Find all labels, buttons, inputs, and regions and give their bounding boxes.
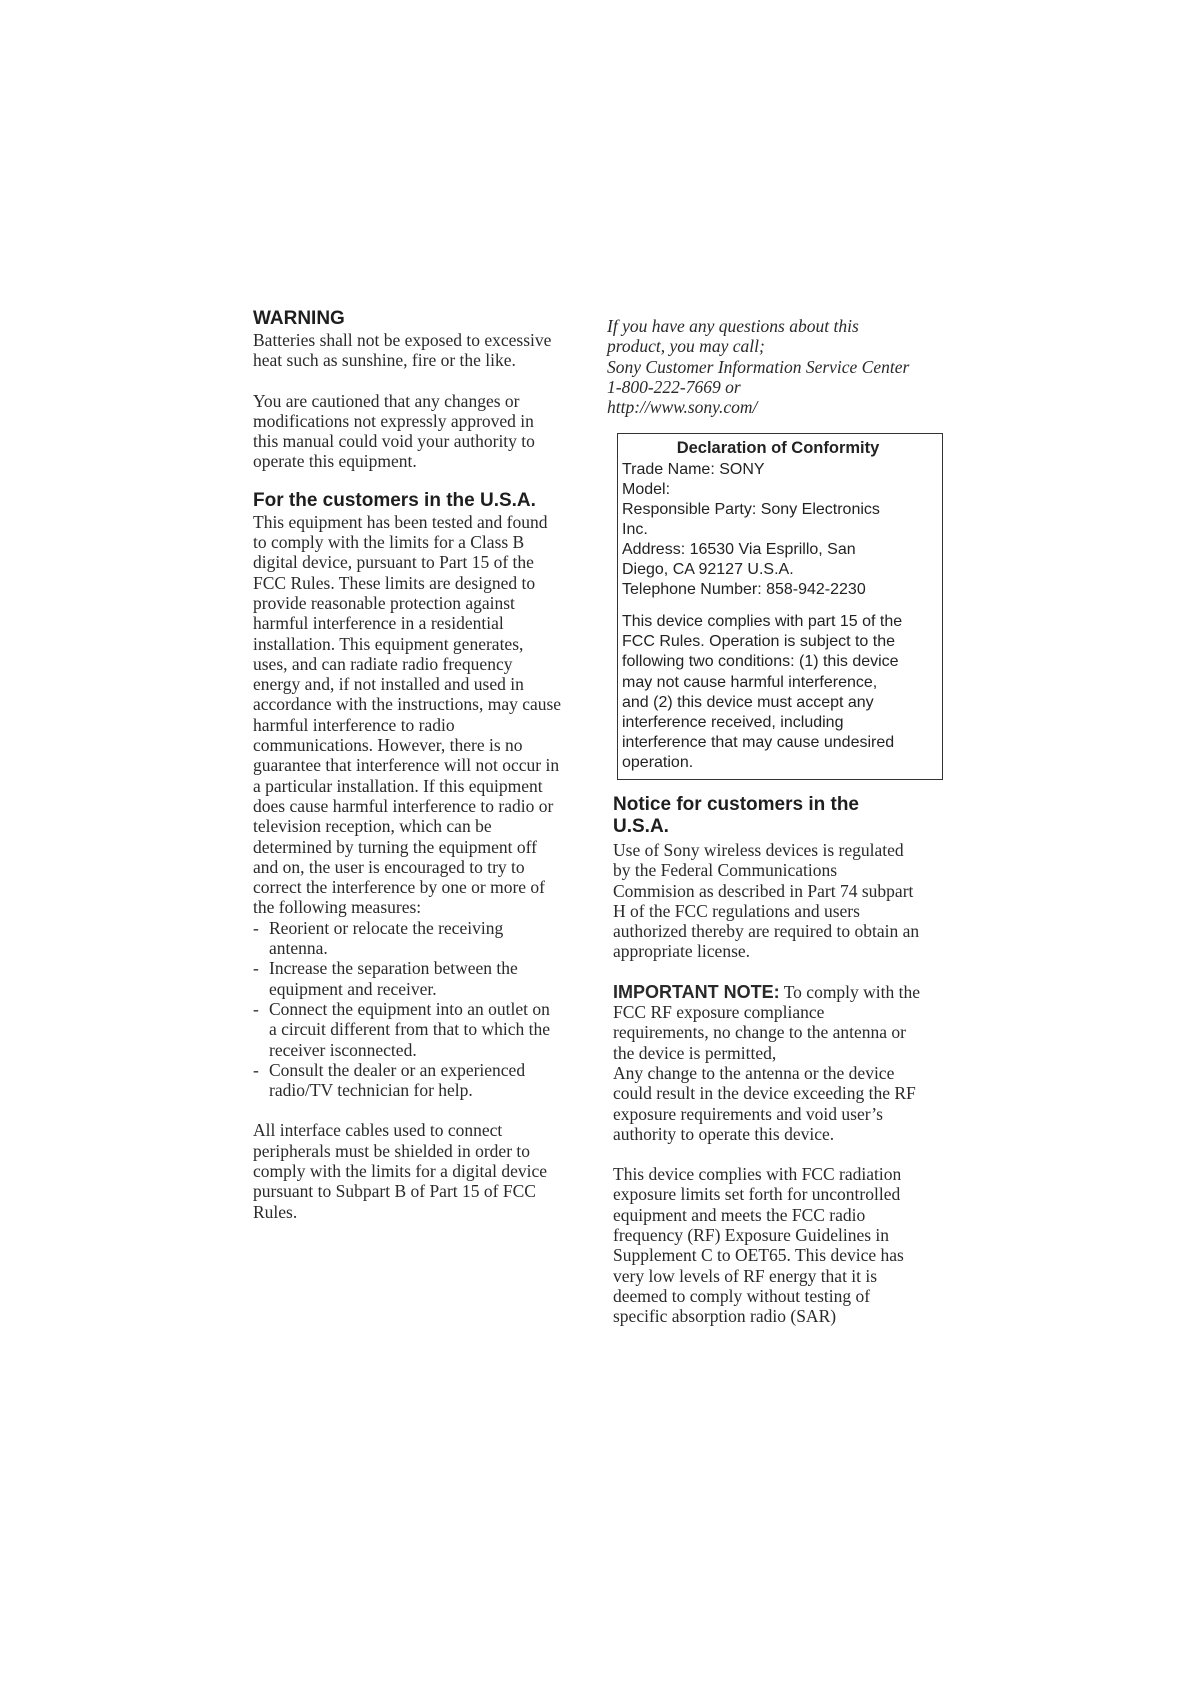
address: Address: 16530 Via Esprillo, San Diego, CA 92127 U.S.A.	[622, 540, 856, 579]
usa-text: This equipment has been tested and found to comply with the limits for a Class B digital device, pursuant to Part 15 of the FCC Rules. These limits are designed to provide reasonable protection against harmful interference in a residential installation. This equipment generates, uses, and can radiate radio frequency energy and, if not installed and used in accordance with the instructions, may cause harmful interference to radio communications. However, there is no guarantee that interference will not occur in a particular installation. If this equipment does cause harmful interference to radio or television reception, which can be determined by turning the equipment off and on, the user is encouraged to try to correct the interference by one or more of the following measures:	[253, 511, 562, 918]
model-field: Model:	[622, 480, 671, 498]
spacer	[607, 962, 937, 982]
important-note-text: To comply with the FCC RF exposure compliance requirements, no change to the antenna or the device is permitted, Any change to the antenna or the device could result in the device exceeding the RF exposure requirements and void user’s authority to operate this device.	[613, 981, 921, 1144]
measures-list	[253, 918, 588, 1101]
declaration-title: Declaration of Conformity	[676, 439, 880, 458]
responsible-party: Responsible Party: Sony Electronics Inc.	[622, 500, 880, 538]
spacer	[622, 600, 934, 612]
measure-text: Connect the equipment into an outlet on a circuit different from that to which the receiver isconnected.	[269, 998, 551, 1060]
dash-bullet: -	[253, 1059, 259, 1080]
measure-item	[253, 958, 588, 999]
notice-heading: Notice for customers in the U.S.A.	[613, 793, 859, 837]
measure-item	[253, 999, 588, 1060]
important-note	[613, 982, 937, 1144]
spacer	[253, 472, 588, 490]
compliance-text: This device complies with part 15 of the FCC Rules. Operation is subject to the following two conditions: (1) this device may not cause harmful interference, and (2) this device must accept any interference received, including interference that may cause undesired operation.	[622, 613, 903, 771]
usa-heading: For the customers in the U.S.A.	[253, 489, 536, 511]
notice-text: Use of Sony wireless devices is regulated by the Federal Communications Commision as described in Part 74 subpart H of the FCC regulations and users authorized thereby are required to obtain an appropriate license.	[613, 839, 920, 962]
warning-text: Batteries shall not be exposed to excessive heat such as sunshine, fire or the like.	[253, 330, 552, 371]
spacer	[607, 780, 937, 794]
telephone-number: Telephone Number: 858-942-2230	[622, 581, 866, 599]
left-column	[253, 308, 588, 1222]
right-column	[607, 316, 937, 1327]
spacer	[253, 1100, 588, 1120]
declaration-of-conformity-box	[617, 433, 943, 780]
dash-bullet: -	[253, 917, 259, 938]
dash-bullet: -	[253, 958, 259, 979]
dash-bullet: -	[253, 998, 259, 1019]
warning-heading: WARNING	[253, 308, 345, 329]
contact-text: If you have any questions about this product, you may call; Sony Customer Information Service Center 1-800-222-7669 or http://www.sony.com/	[607, 316, 910, 418]
spacer	[253, 371, 588, 391]
cables-text: All interface cables used to connect peripherals must be shielded in order to comply with the limits for a digital device pursuant to Subpart B of Part 15 of FCC Rules.	[253, 1120, 548, 1222]
caution-text: You are cautioned that any changes or modifications not expressly approved in this manual could void your authority to operate this equipment.	[253, 390, 535, 472]
measure-item	[253, 918, 588, 959]
measure-text: Reorient or relocate the receiving antenna.	[269, 917, 504, 959]
measure-item	[253, 1060, 588, 1101]
trade-name: Trade Name: SONY	[622, 460, 765, 478]
radiation-text: This device complies with FCC radiation exposure limits set forth for uncontrolled equipment and meets the FCC radio frequency (RF) Exposure Guidelines in Supplement C to OET65. This device has very low levels of RF energy that it is deemed to comply without testing of specific absorption radio (SAR)	[613, 1164, 904, 1327]
measure-text: Increase the separation between the equipment and receiver.	[269, 958, 518, 999]
measure-text: Consult the dealer or an experienced radio/TV technician for help.	[269, 1059, 526, 1101]
important-note-label: IMPORTANT NOTE:	[613, 981, 780, 1002]
spacer	[607, 1144, 937, 1164]
